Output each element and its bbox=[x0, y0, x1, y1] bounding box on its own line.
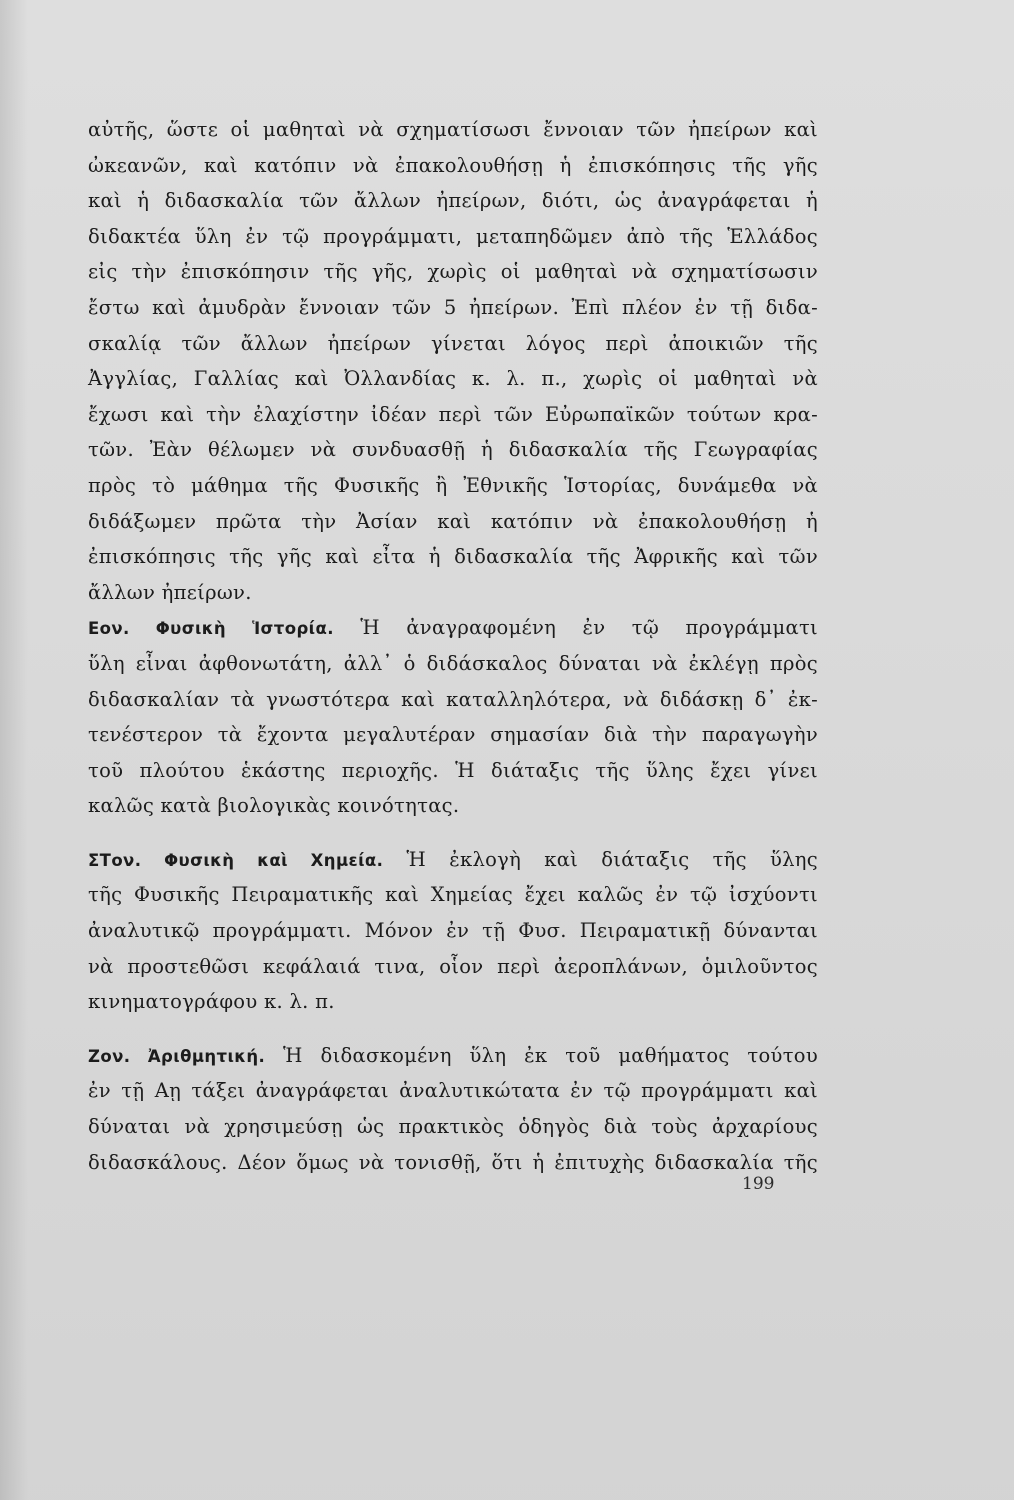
text-line: καὶ ἡ διδασκαλία τῶν ἄλλων ἠπείρων, διότι, ὡς ἀναγράφεται ἡ bbox=[88, 189, 818, 213]
text-line: ἔστω καὶ ἀμυδρὰν ἔννοιαν τῶν 5 ἠπείρων. Ἐπὶ πλέον ἐν τῇ διδα- bbox=[88, 295, 818, 319]
text-line: ἐπισκόπησις τῆς γῆς καὶ εἶτα ἡ διδασκαλία τῆς Ἀφρικῆς καὶ τῶν bbox=[88, 545, 818, 569]
section-first-line bbox=[88, 1038, 818, 1074]
text-fragment: Ἡ ἐκλογὴ καὶ διάταξις τῆς ὕλης bbox=[383, 847, 818, 871]
text-line: δύναται νὰ χρησιμεύσῃ ὡς πρακτικὸς ὁδηγὸς διὰ τοὺς ἀρχαρίους bbox=[88, 1115, 818, 1139]
section-heading: Εον. Φυσικὴ Ἱστορία. bbox=[88, 619, 334, 639]
text-line: αὐτῆς, ὥστε οἱ μαθηταὶ νὰ σχηματίσωσι ἔννοιαν τῶν ἠπείρων καὶ bbox=[88, 118, 818, 141]
text-line: διδασκαλίαν τὰ γνωστότερα καὶ καταλληλότερα, νὰ διδάσκῃ δ᾽ ἐκ- bbox=[88, 687, 818, 711]
page-number: 199 bbox=[742, 1174, 775, 1194]
text-line: διδασκάλους. Δέον ὅμως νὰ τονισθῇ, ὅτι ἡ ἐπιτυχὴς διδασκαλία τῆς bbox=[88, 1150, 818, 1174]
text-line: πρὸς τὸ μάθημα τῆς Φυσικῆς ἢ Ἐθνικῆς Ἱστορίας, δυνάμεθα νὰ bbox=[88, 473, 818, 497]
text-line: ἔχωσι καὶ τὴν ἐλαχίστην ἰδέαν περὶ τῶν Εὐρωπαϊκῶν τούτων κρα- bbox=[88, 402, 818, 426]
text-fragment: Ἡ διδασκομένη ὕλη ἐκ τοῦ μαθήματος τούτου bbox=[265, 1043, 818, 1067]
text-line: διδακτέα ὕλη ἐν τῷ προγράμματι, μεταπηδῶμεν ἀπὸ τῆς Ἑλλάδος bbox=[88, 224, 818, 248]
text-line: ὠκεανῶν, καὶ κατόπιν νὰ ἐπακολουθήσῃ ἡ ἐπισκόπησις τῆς γῆς bbox=[88, 153, 818, 177]
section-first-line bbox=[88, 842, 818, 878]
text-line: κινηματογράφου κ. λ. π. bbox=[88, 990, 335, 1014]
text-line: σκαλίᾳ τῶν ἄλλων ἠπείρων γίνεται λόγος περὶ ἀποικιῶν τῆς bbox=[88, 331, 818, 355]
section-heading: ΣΤον. Φυσικὴ καὶ Χημεία. bbox=[88, 850, 384, 870]
text-fragment: Ἡ ἀναγραφομένη ἐν τῷ προγράμματι bbox=[333, 616, 819, 640]
text-line: τῆς Φυσικῆς Πειραματικῆς καὶ Χημείας ἔχει καλῶς ἐν τῷ ἰσχύοντι bbox=[88, 883, 818, 907]
text-line: εἰς τὴν ἐπισκόπησιν τῆς γῆς, χωρὶς οἱ μαθηταὶ νὰ σχηματίσωσιν bbox=[88, 260, 818, 284]
section-first-line bbox=[88, 610, 818, 646]
paragraph-continuation bbox=[88, 112, 818, 610]
text-line: τενέστερον τὰ ἔχοντα μεγαλυτέραν σημασίαν διὰ τὴν παραγωγὴν bbox=[88, 723, 818, 747]
text-line: ἀναλυτικῷ προγράμματι. Μόνον ἐν τῇ Φυσ. Πειραματικῇ δύνανται bbox=[88, 919, 818, 943]
section-natural-history bbox=[88, 610, 818, 824]
text-line: ὕλη εἶναι ἀφθονωτάτη, ἀλλ᾽ ὁ διδάσκαλος δύναται νὰ ἐκλέγῃ πρὸς bbox=[88, 651, 818, 675]
text-line: τοῦ πλούτου ἑκάστης περιοχῆς. Ἡ διάταξις τῆς ὕλης ἔχει γίνει bbox=[88, 758, 818, 782]
text-line: Ἀγγλίας, Γαλλίας καὶ Ὀλλανδίας κ. λ. π., χωρὶς οἱ μαθηταὶ νὰ bbox=[88, 367, 818, 391]
text-line: ἐν τῇ Αῃ τάξει ἀναγράφεται ἀναλυτικώτατα ἐν τῷ προγράμματι καὶ bbox=[88, 1079, 818, 1103]
page-body bbox=[88, 112, 818, 1180]
section-physics-chemistry bbox=[88, 842, 818, 1020]
text-line: τῶν. Ἐὰν θέλωμεν νὰ συνδυασθῇ ἡ διδασκαλία τῆς Γεωγραφίας bbox=[88, 438, 818, 462]
text-line: νὰ προστεθῶσι κεφάλαιά τινα, οἷον περὶ ἀεροπλάνων, ὁμιλοῦντος bbox=[88, 954, 818, 978]
section-heading: Ζον. Ἀριθμητική. bbox=[88, 1046, 266, 1066]
text-line: καλῶς κατὰ βιολογικὰς κοινότητας. bbox=[88, 794, 460, 818]
section-spacer bbox=[88, 824, 818, 842]
section-arithmetic bbox=[88, 1038, 818, 1180]
section-spacer bbox=[88, 1020, 818, 1038]
text-line: διδάξωμεν πρῶτα τὴν Ἀσίαν καὶ κατόπιν νὰ ἐπακολουθήσῃ ἡ bbox=[88, 509, 818, 533]
text-line: ἄλλων ἠπείρων. bbox=[88, 580, 252, 604]
